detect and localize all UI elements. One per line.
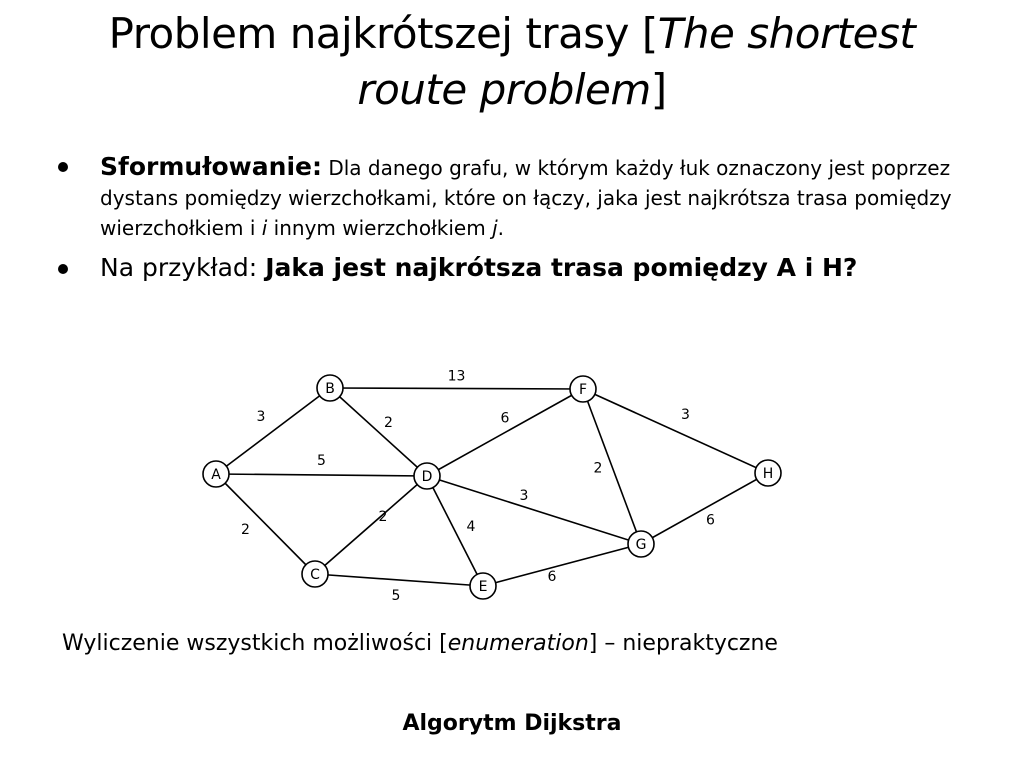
formulation-var-i: i [261,216,268,240]
edge-weight-a-d: 5 [317,453,326,469]
edge-weight-g-h: 6 [706,512,715,529]
enumeration-prefix: Wyliczenie wszystkich możliwości [ [62,631,448,656]
bullet-example [58,251,978,285]
edge-b-f [330,388,583,389]
node-label-h: H [762,466,774,482]
edge-weight-a-c: 2 [241,522,250,538]
title-italic-1: The shortest [657,9,916,58]
edge-weight-f-g: 2 [593,460,603,477]
title-italic-2: route problem [357,65,651,114]
node-label-d: D [421,469,433,485]
edge-weight-b-d: 2 [384,415,393,431]
node-h [755,460,781,486]
graph-diagram [190,360,800,610]
node-b [317,375,343,401]
edge-c-d [315,476,427,574]
edge-c-e [315,574,483,586]
node-d [414,463,440,489]
enumeration-italic: enumeration [447,631,589,656]
edge-weight-a-b: 3 [256,409,266,425]
node-label-a: A [211,467,221,483]
formulation-lead: Sformułowanie: [100,152,322,181]
node-c [302,561,328,587]
title-prefix: Problem najkrótszej trasy [ [108,9,658,58]
node-g [628,531,654,557]
formulation-text-2: innym wierzchołkiem [267,216,493,240]
formulation-text-3: . [497,216,504,240]
edge-weight-f-h: 3 [681,407,690,423]
edge-weight-d-g: 3 [519,488,529,504]
algorithm-name: Algorytm Dijkstra [402,711,622,736]
edge-d-f [427,389,583,476]
bullet-formulation [58,152,978,243]
node-a [203,461,229,487]
edge-weight-c-d: 2 [378,509,388,525]
edge-d-g [427,476,641,544]
node-label-f: F [578,382,588,398]
node-f [570,376,596,402]
bullet-dot-icon [58,264,68,274]
edge-g-h [641,473,768,544]
formulation-text-1: Dla danego grafu, w którym każdy łuk oznaczony jest poprzez dystans pomiędzy wierzchołkami, które on łączy, jaka jest najkrótsza trasa pomiędzy wierzchołkiem i [100,156,952,240]
edge-weight-b-f: 13 [447,368,466,385]
bullet-list [58,152,978,285]
example-question: Jaka jest najkrótsza trasa pomiędzy A i H? [265,253,858,282]
edge-weight-d-e: 4 [466,519,476,535]
edge-a-d [216,474,427,476]
formulation-var-j: j [492,216,498,240]
edge-weight-d-f: 6 [500,410,510,427]
edge-weight-c-e: 5 [391,588,401,604]
slide-title [20,6,1004,118]
node-label-c: C [310,567,320,583]
edge-b-d [330,388,427,476]
edge-a-c [216,474,315,574]
enumeration-suffix: ] – niepraktyczne [588,631,778,656]
edge-e-g [483,544,641,586]
edge-a-b [216,388,330,474]
title-suffix: ] [650,65,667,114]
edge-f-h [583,389,768,473]
bullet-dot-icon [58,162,68,172]
enumeration-note [62,628,982,660]
node-e [470,573,496,599]
node-label-b: B [325,381,335,397]
edge-weight-e-g: 6 [547,569,557,585]
node-label-e: E [478,579,488,595]
node-label-g: G [635,537,647,553]
example-prefix: Na przykład: [100,253,266,282]
